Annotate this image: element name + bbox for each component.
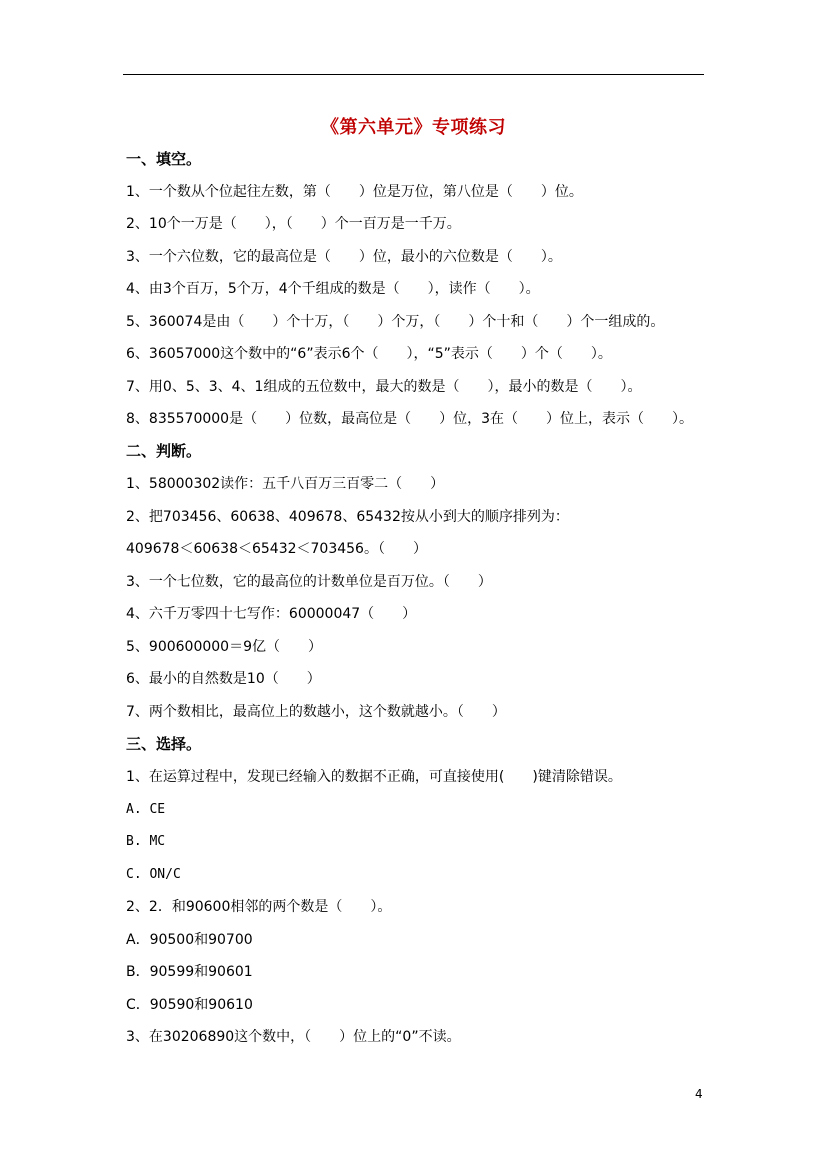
header-rule	[123, 74, 704, 75]
judge-item-2-continued: 409678＜60638＜65432＜703456。（ ）	[126, 541, 427, 557]
page-title: 《第六单元》专项练习	[321, 117, 506, 138]
choice-q1-option-c: C. ON/C	[126, 867, 181, 882]
section-heading-choice: 三、选择。	[126, 735, 202, 753]
judge-item-7: 7、两个数相比，最高位上的数越小，这个数就越小。（ ）	[126, 704, 506, 720]
judge-item-2: 2、把703456、60638、409678、65432按从小到大的顺序排列为：	[126, 509, 569, 525]
section-heading-fill: 一、填空。	[126, 150, 202, 168]
choice-q1-question: 1、在运算过程中，发现已经输入的数据不正确，可直接使用( )键清除错误。	[126, 769, 622, 785]
page-number: 4	[695, 1087, 703, 1101]
choice-q1-option-a: A. CE	[126, 802, 166, 817]
judge-item-5: 5、900600000＝9亿（ ）	[126, 639, 322, 655]
fill-item-4: 4、由3个百万，5个万，4个千组成的数是（ ），读作（ ）。	[126, 281, 540, 297]
fill-item-3: 3、一个六位数，它的最高位是（ ）位，最小的六位数是（ ）。	[126, 249, 562, 265]
choice-q2-question: 2、2．和90600相邻的两个数是（ ）。	[126, 899, 392, 915]
section-heading-judge: 二、判断。	[126, 442, 202, 460]
fill-item-8: 8、835570000是（ ）位数，最高位是（ ）位，3在（ ）位上，表示（ ）。	[126, 411, 693, 427]
choice-q2-option-b: B．90599和90601	[126, 964, 253, 980]
fill-item-1: 1、一个数从个位起往左数，第（ ）位是万位，第八位是（ ）位。	[126, 184, 583, 200]
fill-item-5: 5、360074是由（ ）个十万，（ ）个万，（ ）个十和（ ）个一组成的。	[126, 314, 665, 330]
choice-q1-option-b: B. MC	[126, 834, 166, 849]
judge-item-4: 4、六千万零四十七写作：60000047（ ）	[126, 606, 417, 622]
fill-item-6: 6、36057000这个数中的“6”表示6个（ ），“5”表示（ ）个（ ）。	[126, 346, 612, 362]
choice-q2-option-a: A．90500和90700	[126, 932, 253, 948]
fill-item-7: 7、用0、5、3、4、1组成的五位数中，最大的数是（ ），最小的数是（ ）。	[126, 379, 642, 395]
fill-item-2: 2、10个一万是（ ），（ ）个一百万是一千万。	[126, 216, 461, 232]
judge-item-6: 6、最小的自然数是10（ ）	[126, 671, 321, 687]
choice-q3-question: 3、在30206890这个数中，（ ）位上的“0”不读。	[126, 1029, 461, 1045]
judge-item-1: 1、58000302读作：五千八百万三百零二（ ）	[126, 476, 445, 492]
choice-q2-option-c: C．90590和90610	[126, 997, 253, 1013]
judge-item-3: 3、一个七位数，它的最高位的计数单位是百万位。（ ）	[126, 574, 492, 590]
